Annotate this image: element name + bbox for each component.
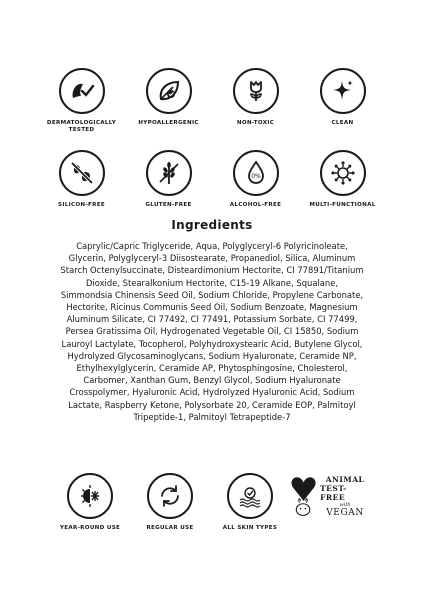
usage-label: REGULAR USE: [146, 525, 194, 531]
usage-year-round: [50, 473, 130, 532]
year-round-sun-snow-icon: [67, 473, 113, 519]
silicon-free-icon: [59, 150, 105, 196]
claims-row-1: [38, 68, 386, 134]
heart-bunny-icon: [290, 473, 317, 521]
usage-label: YEAR-ROUND USE: [59, 525, 121, 531]
claim-label: HYPOALLERGENIC: [138, 120, 199, 126]
usage-regular: [130, 473, 210, 532]
flower-icon: [233, 68, 279, 114]
vegan-badge-line4: VEGAN: [326, 508, 364, 518]
claim-label: DERMATOLOGICALLY TESTED: [46, 120, 117, 133]
usage-row: [50, 473, 370, 532]
dermatologically-tested-icon: [59, 68, 105, 114]
alcohol-free-drop-icon: [233, 150, 279, 196]
claim-alcohol-free: [212, 150, 299, 209]
claim-label: CLEAN: [331, 120, 354, 126]
multi-functional-icon: [320, 150, 366, 196]
claim-label: NON-TOXIC: [236, 120, 275, 126]
claim-label: MULTI-FUNCTIONAL: [309, 202, 376, 208]
drop-percent-text: 0%: [250, 173, 261, 180]
claims-row-2: [38, 150, 386, 209]
claim-hypoallergenic: [125, 68, 212, 134]
sparkle-icon: [320, 68, 366, 114]
ingredients-title: Ingredients: [171, 218, 253, 232]
all-skin-types-icon: [227, 473, 273, 519]
vegan-badge: [290, 473, 370, 532]
claim-non-toxic: [212, 68, 299, 134]
claim-label: SILICON-FREE: [58, 202, 105, 208]
claim-label: GLUTEN-FREE: [145, 202, 192, 208]
claim-dermatologically-tested: [38, 68, 125, 134]
gluten-free-wheat-icon: [146, 150, 192, 196]
claim-clean: [299, 68, 386, 134]
claim-silicon-free: [38, 150, 125, 209]
regular-use-cycle-icon: [147, 473, 193, 519]
vegan-badge-line2: TEST-FREE: [320, 484, 347, 502]
vegan-badge-line1: ANIMAL: [325, 475, 365, 484]
vegan-badge-line3: with: [339, 502, 351, 508]
claim-multi-functional: [299, 150, 386, 209]
claim-label: ALCOHOL-FREE: [229, 202, 282, 208]
usage-all-skin-types: [210, 473, 290, 532]
hypoallergenic-leaf-icon: [146, 68, 192, 114]
ingredients-text: Caprylic/Capric Triglyceride, Aqua, Polyglyceryl-6 Polyricinoleate, Glycerin, Polyglyceryl-3 Diisostearate, Propanediol, Silica, Aluminum Starch Octenylsuccinate, Disteardimonium Hectorite, CI 77891/Titanium Dioxide, Stearalkonium Hectorite, C15-19 Alkane, Squalane, Simmondsia Chinensis Seed Oil, Sodium Chloride, Propylene Carbonate, Hectorite, Ricinus Communis Seed Oil, Sodium Benzoate, Magnesium Aluminum Silicate, CI 77492, CI 77491, Potassium Sorbate, CI 77499, Persea Gratissima Oil, Hydrogenated Vegetable Oil, CI 15850, Sodium Lauroyl Lactylate, Tocopherol, Polyhydroxystearic Acid, Butylene Glycol, Hydrolyzed Glycosaminoglycans, Sodium Hyaluronate, Ceramide NP, Ethylhexylglycerin, Ceramide AP, Phytosphingosine, Cholesterol, Carbomer, Xanthan Gum, Benzyl Glycol, Sodium Hyaluronate Crosspolymer, Hyaluronic Acid, Hydrolyzed Hyaluronic Acid, Sodium Lactate, Raspberry Ketone, Polysorbate 20, Ceramide EOP, Palmitoyl Tripeptide-1, Palmitoyl Tetrapeptide-7: [60, 241, 364, 422]
usage-label: ALL SKIN TYPES: [222, 525, 278, 531]
claim-gluten-free: [125, 150, 212, 209]
